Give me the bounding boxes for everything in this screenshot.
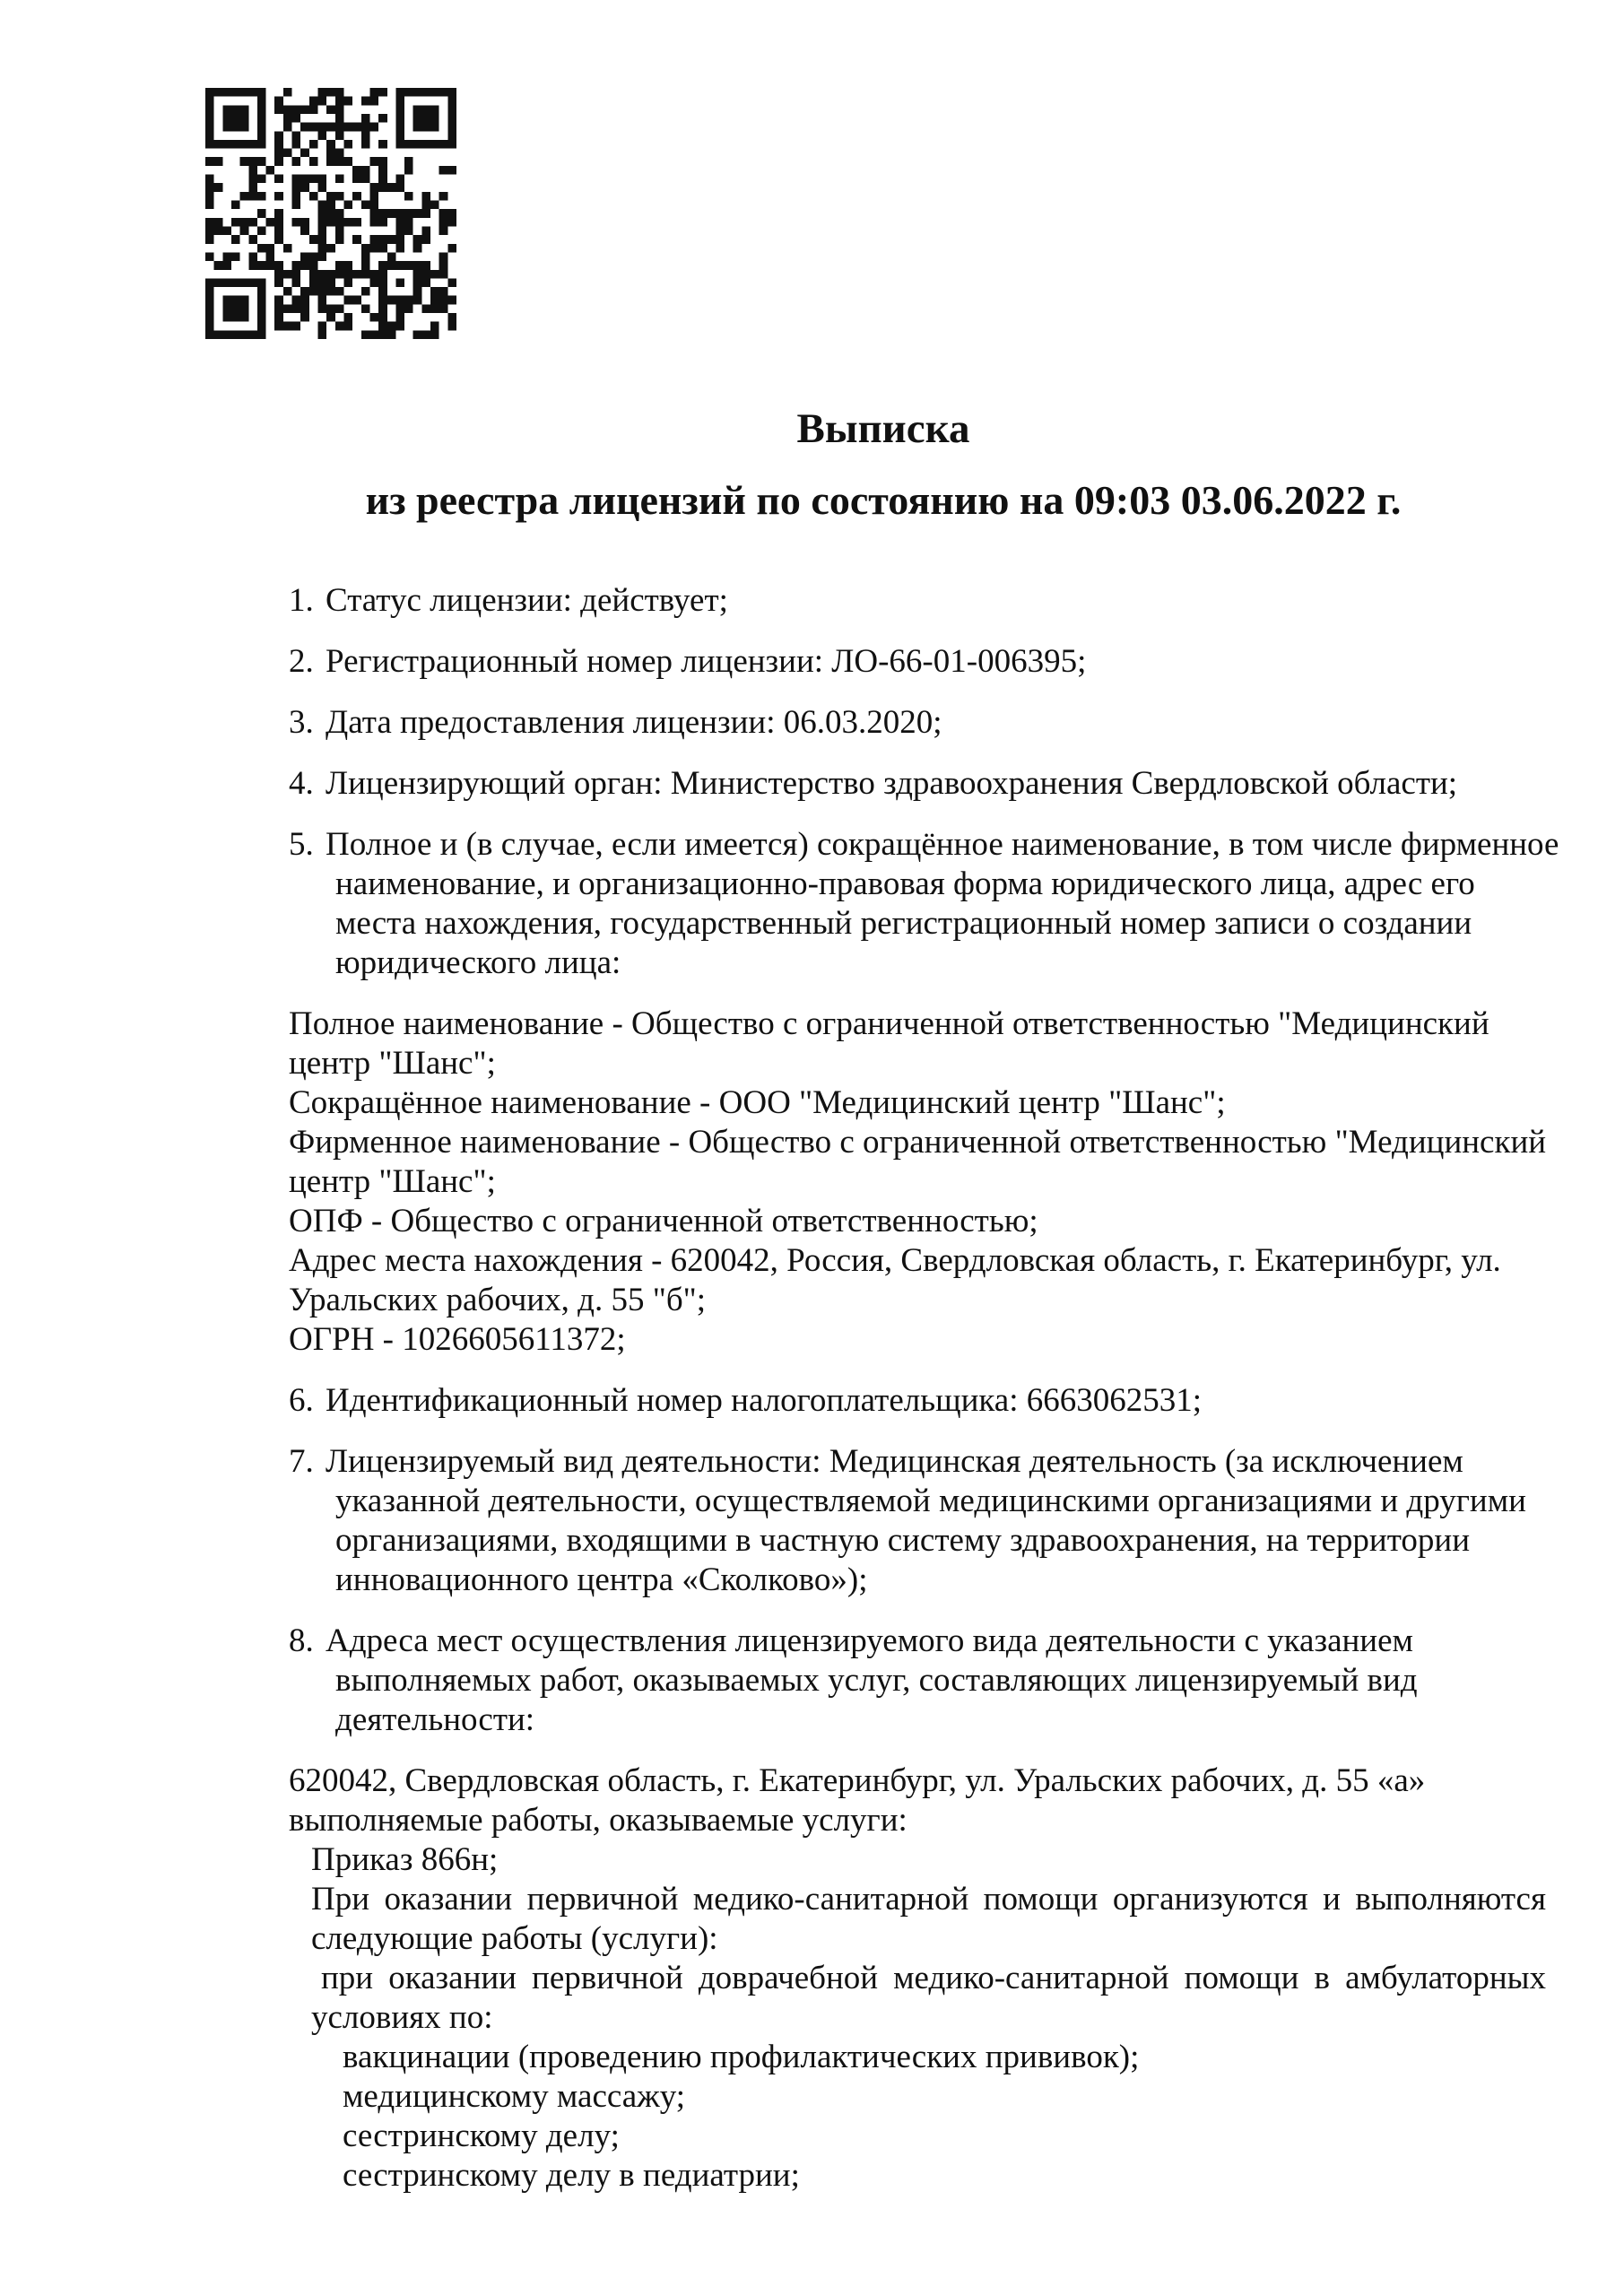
qr-code xyxy=(204,88,457,339)
org-legal-form: ОПФ - Общество с ограниченной ответственностью; xyxy=(289,1203,1038,1239)
activity-pre-doctor-care: при оказании первичной доврачебной медико-санитарной помощи в амбулаторных условиях по: xyxy=(311,1960,1546,2036)
activity-service: сестринскому делу; xyxy=(343,2118,620,2154)
list-item-6 xyxy=(289,1381,1562,1421)
organization-details xyxy=(289,1004,1562,1360)
item-number: 5. xyxy=(289,826,314,863)
document-body xyxy=(289,404,1562,2217)
org-short-name: Сокращённое наименование - ООО "Медицинский центр "Шанс"; xyxy=(289,1084,1226,1121)
item-text: Адреса мест осуществления лицензируемого вида деятельности с указанием выполняемых работ, оказываемых услуг, составляющих лицензируемый вид деятельности: xyxy=(326,1622,1418,1738)
activity-addresses xyxy=(289,1761,1562,2196)
item-text: Лицензируемый вид деятельности: Медицинская деятельность (за исключением указанной деятельности, осуществляемой медицинскими организациями и другими организациями, входящими в частную систему здравоохранения, на территории инновационного центра «Сколково»); xyxy=(326,1443,1526,1598)
item-number: 4. xyxy=(289,765,314,802)
item-text: Идентификационный номер налогоплательщика: 6663062531; xyxy=(326,1382,1203,1419)
org-brand-name: Фирменное наименование - Общество с ограниченной ответственностью "Медицинский центр "Шанс"; xyxy=(289,1124,1547,1200)
item-number: 3. xyxy=(289,704,314,741)
org-address: Адрес места нахождения - 620042, Россия, Свердловская область, г. Екатеринбург, ул. Уральских рабочих, д. 55 "б"; xyxy=(289,1242,1501,1318)
item-number: 1. xyxy=(289,582,314,619)
list-item-4 xyxy=(289,764,1562,804)
item-number: 6. xyxy=(289,1382,314,1419)
activity-service: медицинскому массажу; xyxy=(343,2078,686,2115)
item-text: Лицензирующий орган: Министерство здравоохранения Свердловской области; xyxy=(326,765,1458,802)
list-item-3 xyxy=(289,703,1562,743)
document-header xyxy=(289,404,1478,526)
document-subtitle: из реестра лицензий по состоянию на 09:03 03.06.2022 г. xyxy=(365,477,1402,523)
list-item-8 xyxy=(289,1622,1562,1740)
list-item-5 xyxy=(289,825,1562,983)
list-item-1 xyxy=(289,581,1562,621)
item-text: Полное и (в случае, если имеется) сокращённое наименование, в том числе фирменное наименование, и организационно-правовая форма юридического лица, адрес его места нахождения, государственный регистрационный номер записи о создании юридического лица: xyxy=(326,826,1559,981)
item-text: Дата предоставления лицензии: 06.03.2020; xyxy=(326,704,942,741)
list-item-7 xyxy=(289,1442,1562,1600)
item-number: 8. xyxy=(289,1622,314,1659)
item-text: Регистрационный номер лицензии: ЛО-66-01-006395; xyxy=(326,643,1087,680)
org-full-name: Полное наименование - Общество с ограниченной ответственностью "Медицинский центр "Шанс"; xyxy=(289,1005,1489,1082)
activity-service: вакцинации (проведению профилактических прививок); xyxy=(343,2039,1140,2075)
activity-service: сестринскому делу в педиатрии; xyxy=(343,2157,800,2194)
item-number: 7. xyxy=(289,1443,314,1480)
activity-primary-care: При оказании первичной медико-санитарной помощи организуются и выполняются следующие работы (услуги): xyxy=(311,1881,1546,1957)
org-ogrn: ОГРН - 1026605611372; xyxy=(289,1321,626,1358)
activity-address: 620042, Свердловская область, г. Екатеринбург, ул. Уральских рабочих, д. 55 «а» xyxy=(289,1762,1426,1799)
item-text: Статус лицензии: действует; xyxy=(326,582,728,619)
document-title: Выписка xyxy=(796,405,970,452)
item-number: 2. xyxy=(289,643,314,680)
activity-works-intro: выполняемые работы, оказываемые услуги: xyxy=(289,1802,908,1839)
list-item-2 xyxy=(289,642,1562,682)
activity-order: Приказ 866н; xyxy=(311,1841,499,1878)
